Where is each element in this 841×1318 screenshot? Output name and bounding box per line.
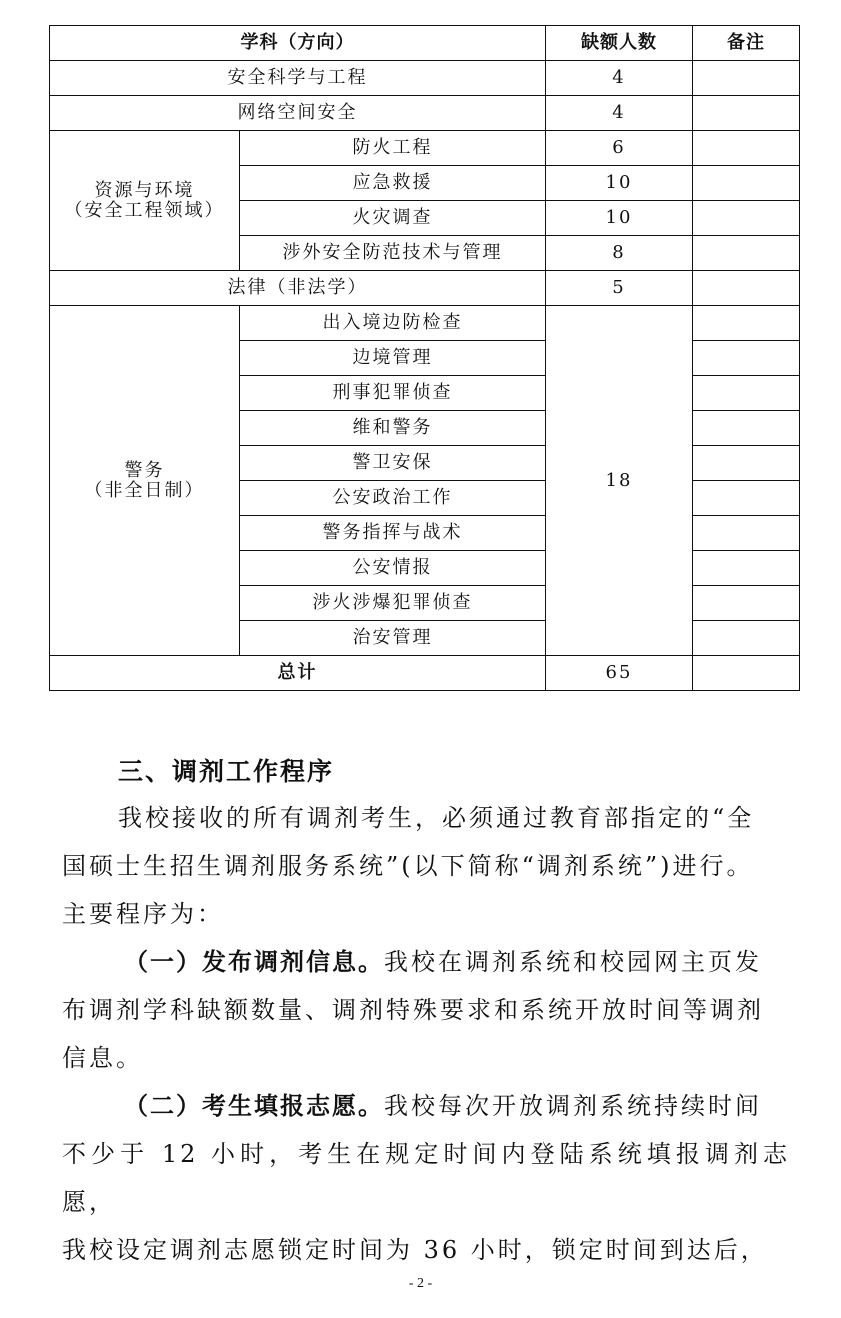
table-row bbox=[50, 96, 800, 131]
group-line: 警务 bbox=[124, 459, 165, 481]
sub-subject-cell: 治安管理 bbox=[240, 621, 546, 656]
count-cell: 10 bbox=[546, 166, 693, 201]
table-row bbox=[50, 271, 800, 306]
note-cell bbox=[693, 201, 800, 236]
subject-cell: 安全科学与工程 bbox=[50, 61, 546, 96]
table-row bbox=[50, 306, 800, 341]
total-row bbox=[50, 656, 800, 691]
note-cell bbox=[693, 131, 800, 166]
text-line: 主要程序为： bbox=[62, 900, 224, 928]
header-vacancy: 缺额人数 bbox=[546, 26, 693, 61]
count-cell: 18 bbox=[546, 306, 693, 656]
note-cell bbox=[693, 481, 800, 516]
quota-table bbox=[49, 25, 800, 691]
sub-subject-cell: 应急救援 bbox=[240, 166, 546, 201]
sub-subject-cell: 警务指挥与战术 bbox=[240, 516, 546, 551]
table-row bbox=[50, 131, 800, 166]
item-title: （一）发布调剂信息。 bbox=[124, 948, 384, 976]
note-cell bbox=[693, 341, 800, 376]
intro-paragraph bbox=[62, 794, 790, 938]
sub-subject-cell: 涉外安全防范技术与管理 bbox=[240, 236, 546, 271]
group-line: （非全日制） bbox=[84, 479, 205, 501]
note-cell bbox=[693, 306, 800, 341]
note-cell bbox=[693, 96, 800, 131]
sub-subject-cell: 涉火涉爆犯罪侦查 bbox=[240, 586, 546, 621]
table-header-row bbox=[50, 26, 800, 61]
note-cell bbox=[693, 271, 800, 306]
text-line: 信息。 bbox=[62, 1044, 143, 1072]
count-cell: 4 bbox=[546, 61, 693, 96]
item-publish-info bbox=[62, 938, 790, 1082]
header-subject: 学科（方向） bbox=[50, 26, 546, 61]
text-line: 布调剂学科缺额数量、调剂特殊要求和系统开放时间等调剂 bbox=[62, 996, 764, 1024]
text-line bbox=[62, 1082, 790, 1130]
subject-cell: 法律（非法学） bbox=[50, 271, 546, 306]
sub-subject-cell: 出入境边防检查 bbox=[240, 306, 546, 341]
count-cell: 6 bbox=[546, 131, 693, 166]
note-cell bbox=[693, 61, 800, 96]
sub-subject-cell: 警卫安保 bbox=[240, 446, 546, 481]
note-cell bbox=[693, 656, 800, 691]
sub-subject-cell: 维和警务 bbox=[240, 411, 546, 446]
sub-subject-cell: 火灾调查 bbox=[240, 201, 546, 236]
note-cell bbox=[693, 516, 800, 551]
note-cell bbox=[693, 551, 800, 586]
item-text: 我校每次开放调剂系统持续时间 bbox=[384, 1092, 762, 1120]
group-line: （安全工程领域） bbox=[64, 199, 225, 221]
group-cell bbox=[50, 306, 240, 656]
group-cell bbox=[50, 131, 240, 271]
sub-subject-cell: 边境管理 bbox=[240, 341, 546, 376]
note-cell bbox=[693, 236, 800, 271]
count-cell: 4 bbox=[546, 96, 693, 131]
note-cell bbox=[693, 376, 800, 411]
note-cell bbox=[693, 446, 800, 481]
text-line bbox=[62, 938, 790, 986]
header-note: 备注 bbox=[693, 26, 800, 61]
note-cell bbox=[693, 166, 800, 201]
total-label: 总计 bbox=[50, 656, 546, 691]
item-title: （二）考生填报志愿。 bbox=[124, 1092, 384, 1120]
table-row bbox=[50, 61, 800, 96]
count-cell: 5 bbox=[546, 271, 693, 306]
note-cell bbox=[693, 411, 800, 446]
note-cell bbox=[693, 586, 800, 621]
sub-subject-cell: 公安政治工作 bbox=[240, 481, 546, 516]
note-cell bbox=[693, 621, 800, 656]
count-cell: 8 bbox=[546, 236, 693, 271]
total-count: 65 bbox=[546, 656, 693, 691]
sub-subject-cell: 公安情报 bbox=[240, 551, 546, 586]
group-line: 资源与环境 bbox=[94, 179, 195, 201]
sub-subject-cell: 刑事犯罪侦查 bbox=[240, 376, 546, 411]
text-line: 不少于 12 小时，考生在规定时间内登陆系统填报调剂志愿， bbox=[62, 1140, 790, 1216]
item-text: 我校在调剂系统和校园网主页发 bbox=[384, 948, 762, 976]
sub-subject-cell: 防火工程 bbox=[240, 131, 546, 166]
page-number: - 2 - bbox=[408, 1276, 433, 1291]
text-line: 我校接收的所有调剂考生，必须通过教育部指定的“全 bbox=[118, 804, 755, 832]
count-cell: 10 bbox=[546, 201, 693, 236]
item-fill-preferences bbox=[62, 1082, 790, 1274]
text-line: 我校设定调剂志愿锁定时间为 36 小时，锁定时间到达后， bbox=[62, 1236, 768, 1264]
subject-cell: 网络空间安全 bbox=[50, 96, 546, 131]
text-line: 国硕士生招生调剂服务系统”(以下简称“调剂系统”)进行。 bbox=[62, 852, 754, 880]
section-heading: 三、调剂工作程序 bbox=[118, 757, 335, 786]
